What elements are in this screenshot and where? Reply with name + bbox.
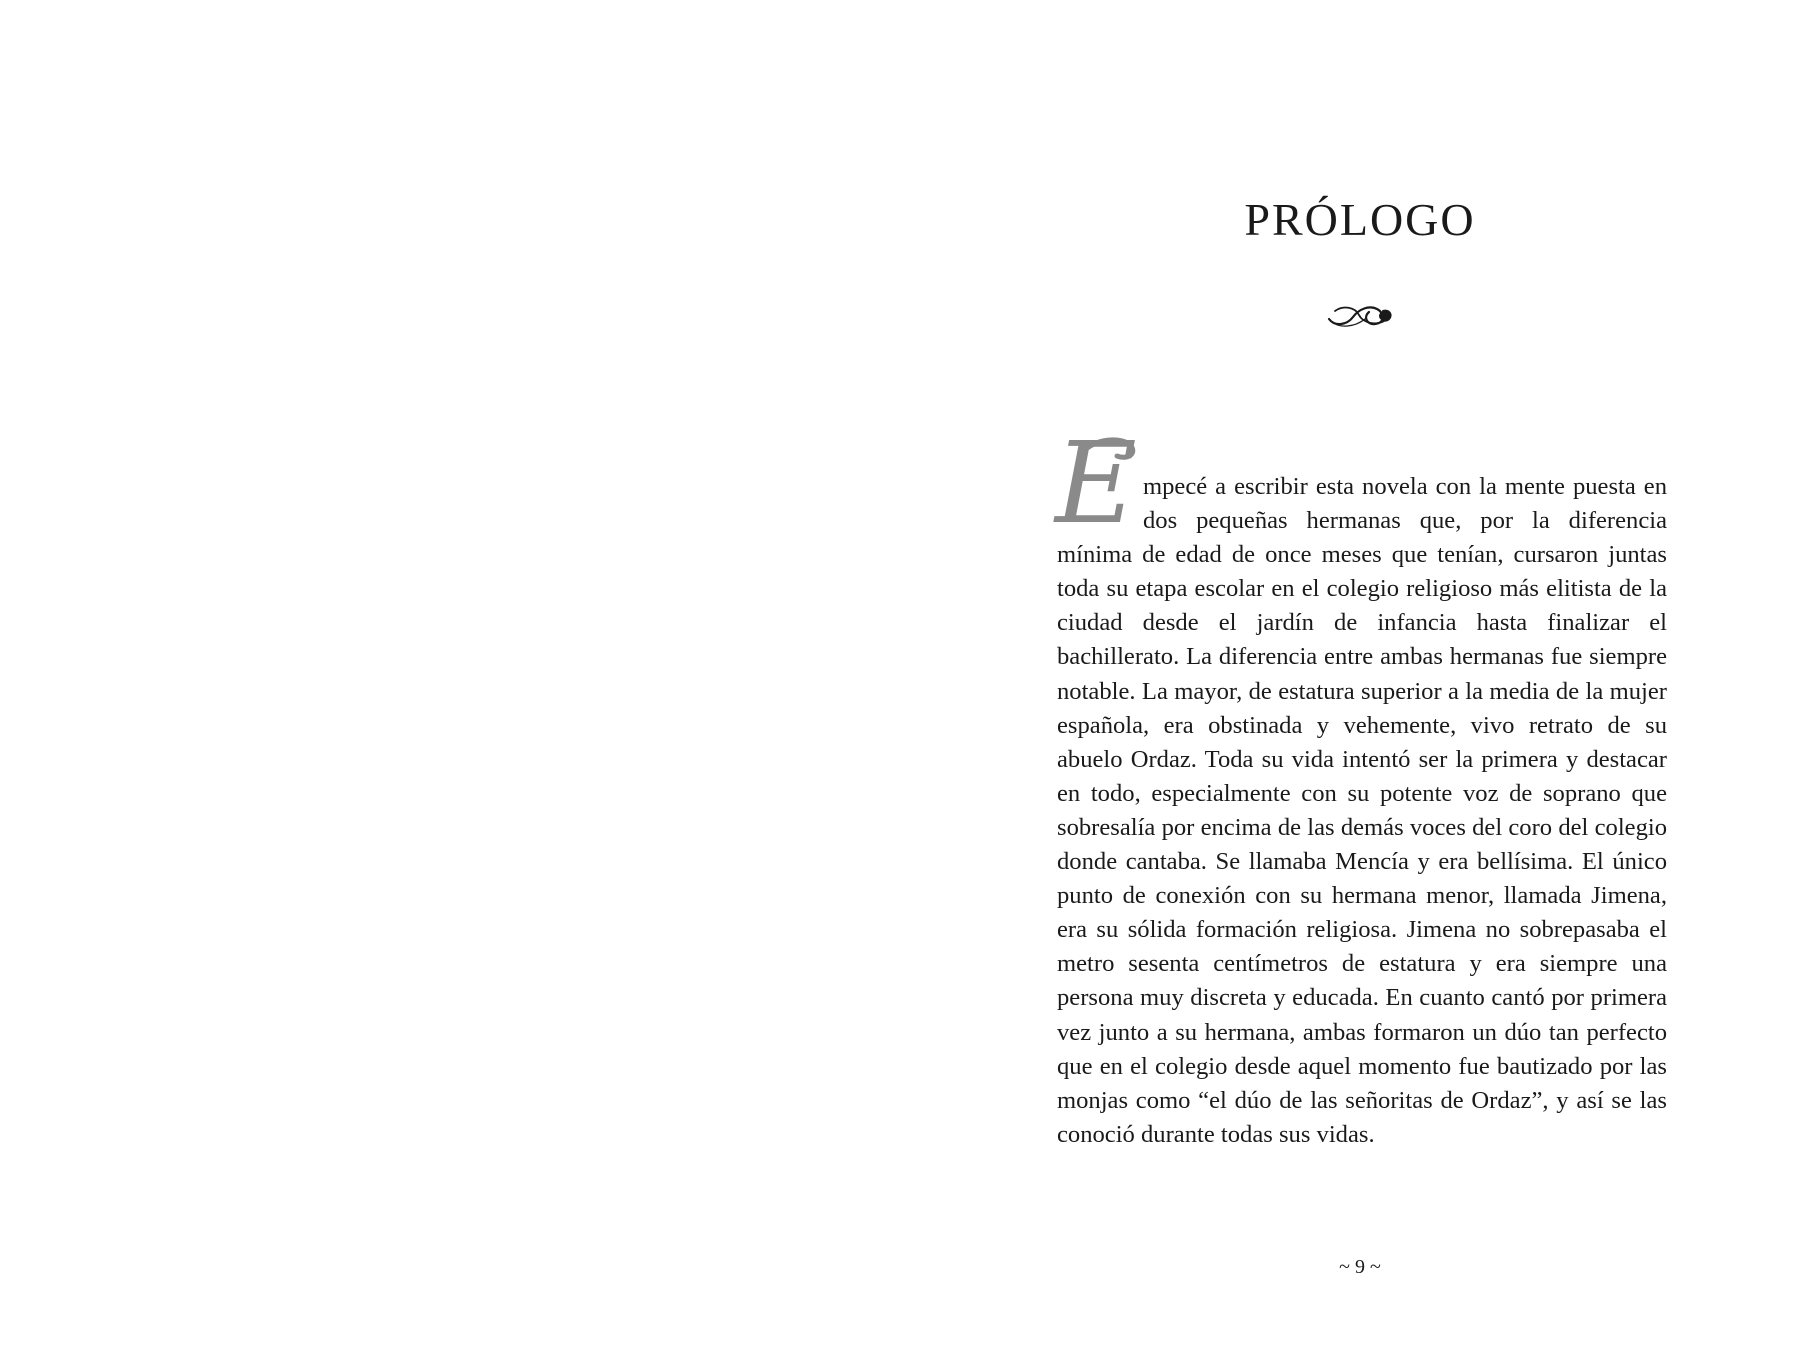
drop-cap-letter <box>1053 436 1139 530</box>
flourish-ornament-icon <box>1325 297 1395 331</box>
prologue-body-text: mpecé a escribir esta novela con la mente puesta en dos pequeñas hermanas que, por la diferencia mínima de edad de once meses que tenían, cursaron juntas toda su etapa escolar en el colegio religioso más elitista de la ciudad desde el jardín de infancia hasta finalizar el bachillerato. La diferencia entre ambas hermanas fue siempre notable. La mayor, de estatura superior a la media de la mujer española, era obstinada y vehemente, vivo retrato de su abuelo Ordaz. Toda su vida intentó ser la primera y destacar en todo, especialmente con su potente voz de soprano que sobresalía por encima de las demás voces del coro del colegio donde cantaba. Se llamaba Mencía y era bellísima. El único punto de conexión con su hermana menor, llamada Jimena, era su sólida formación religiosa. Jimena no sobrepasaba el metro sesenta centímetros de estatura y era siempre una persona muy discreta y educada. En cuanto cantó por primera vez junto a su hermana, ambas formaron un dúo tan perfecto que en el colegio desde aquel momento fue bautizado por las monjas como “el dúo de las señoritas de Ordaz”, y así se las conoció durante todas sus vidas. <box>1057 473 1667 1148</box>
prologue-paragraph <box>1055 436 1667 1152</box>
page-number: ~ 9 ~ <box>1339 1256 1381 1278</box>
chapter-title: PRÓLOGO <box>1244 194 1476 245</box>
drop-cap-glyph: E <box>1055 436 1137 530</box>
left-page-blank <box>0 0 903 1358</box>
